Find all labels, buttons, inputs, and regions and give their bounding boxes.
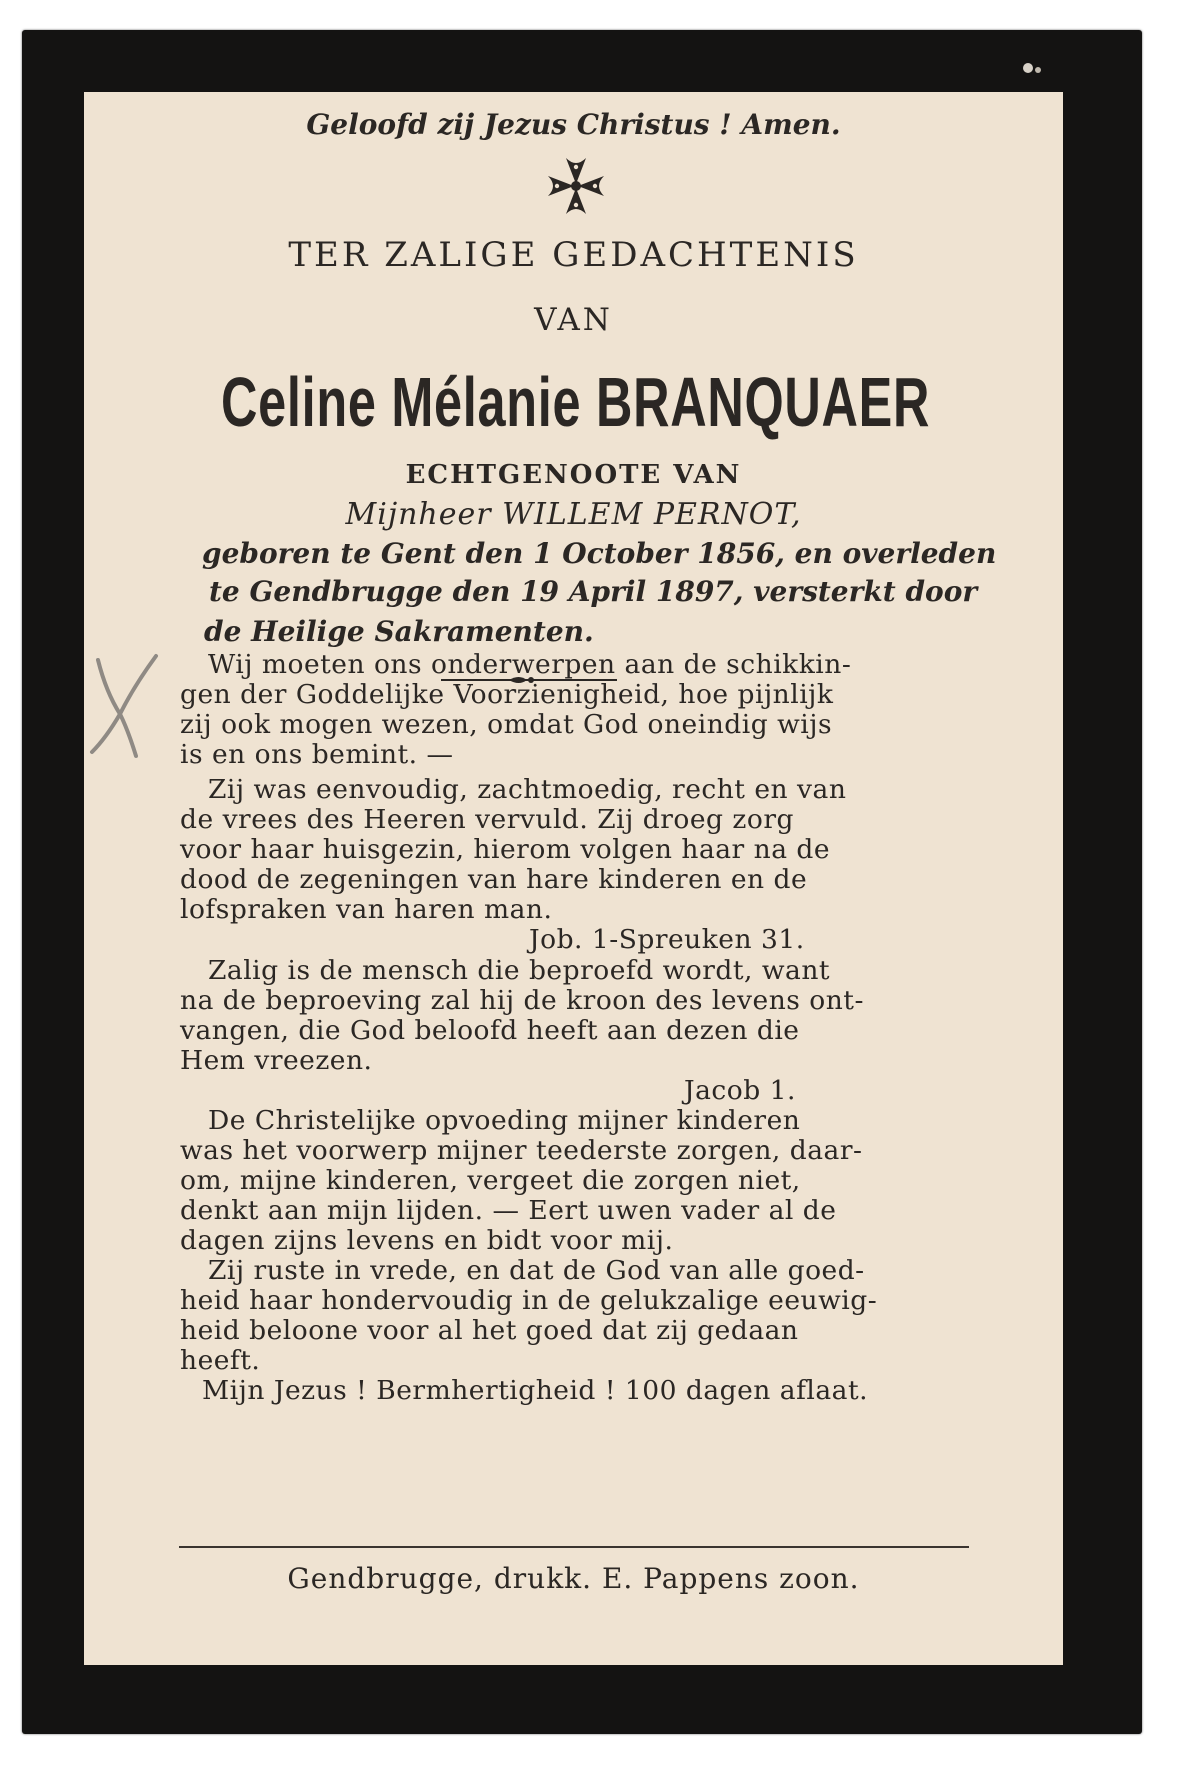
heading: TER ZALIGE GEDACHTENIS <box>288 235 859 275</box>
body-line: gen der Goddelijke Voorzienigheid, hoe pijnlijk <box>180 679 834 710</box>
body-line: heid haar hondervoudig in de gelukzalige eeuwig- <box>180 1285 878 1316</box>
body-line: dood de zegeningen van hare kinderen en de <box>180 864 808 895</box>
body-line: De Christelijke opvoeding mijner kinderen <box>208 1105 801 1136</box>
closing-prayer: Mijn Jezus ! Bermhertigheid ! 100 dagen aflaat. <box>202 1375 869 1406</box>
body-line: Wij moeten ons onderwerpen aan de schikkin- <box>208 649 852 680</box>
body-line: lofspraken van haren man. <box>180 894 553 925</box>
body-line: Zalig is de mensch die beproefd wordt, want <box>208 955 831 986</box>
heading-van: VAN <box>534 302 613 338</box>
spouse-label: ECHTGENOOTE VAN <box>405 460 742 490</box>
body-line: na de beproeving zal hij de kroon des levens ont- <box>180 985 864 1016</box>
pencil-x-mark <box>76 652 166 762</box>
body-line: heid beloone voor al het goed dat zij gedaan <box>180 1315 799 1346</box>
body-line: Zij was eenvoudig, zachtmoedig, recht en van <box>208 774 847 805</box>
body-line: om, mijne kinderen, vergeet die zorgen niet, <box>180 1165 801 1196</box>
body-line: Zij ruste in vrede, en dat de God van alle goed- <box>208 1255 865 1286</box>
body-line: is en ons bemint. — <box>180 739 454 770</box>
corner-stain <box>1018 60 1048 80</box>
invocation: Geloofd zij Jezus Christus ! Amen. <box>306 108 841 141</box>
life-line: te Gendbrugge den 19 April 1897, versterkt door <box>209 575 978 608</box>
body-line: Hem vreezen. <box>180 1045 373 1076</box>
body-line: vangen, die God beloofd heeft aan dezen die <box>180 1015 800 1046</box>
life-line: geboren te Gent den 1 October 1856, en overleden <box>202 537 997 570</box>
body-line: voor haar huisgezin, hierom volgen haar na de <box>180 834 831 865</box>
cross-icon <box>544 154 608 218</box>
memorial-card-paper <box>84 92 1063 1665</box>
body-line: zij ook mogen wezen, omdat God oneindig wijs <box>180 709 833 740</box>
deceased-name: Celine Mélanie BRANQUAER <box>221 363 931 441</box>
spouse-name: Mijnheer WILLEM PERNOT, <box>345 497 802 532</box>
body-line: was het voorwerp mijner teederste zorgen, daar- <box>180 1135 863 1166</box>
body-line: heeft. <box>180 1345 261 1376</box>
footer-rule <box>179 1546 969 1548</box>
body-line: dagen zijns levens en bidt voor mij. <box>180 1225 674 1256</box>
life-line: de Heilige Sakramenten. <box>204 615 594 648</box>
body-reference: Job. 1-Spreuken 31. <box>529 924 805 955</box>
body-line: denkt aan mijn lijden. — Eert uwen vader al de <box>180 1195 837 1226</box>
printer-credit: Gendbrugge, drukk. E. Pappens zoon. <box>287 1562 860 1595</box>
body-line: de vrees des Heeren vervuld. Zij droeg zorg <box>180 804 794 835</box>
body-reference: Jacob 1. <box>684 1075 796 1106</box>
